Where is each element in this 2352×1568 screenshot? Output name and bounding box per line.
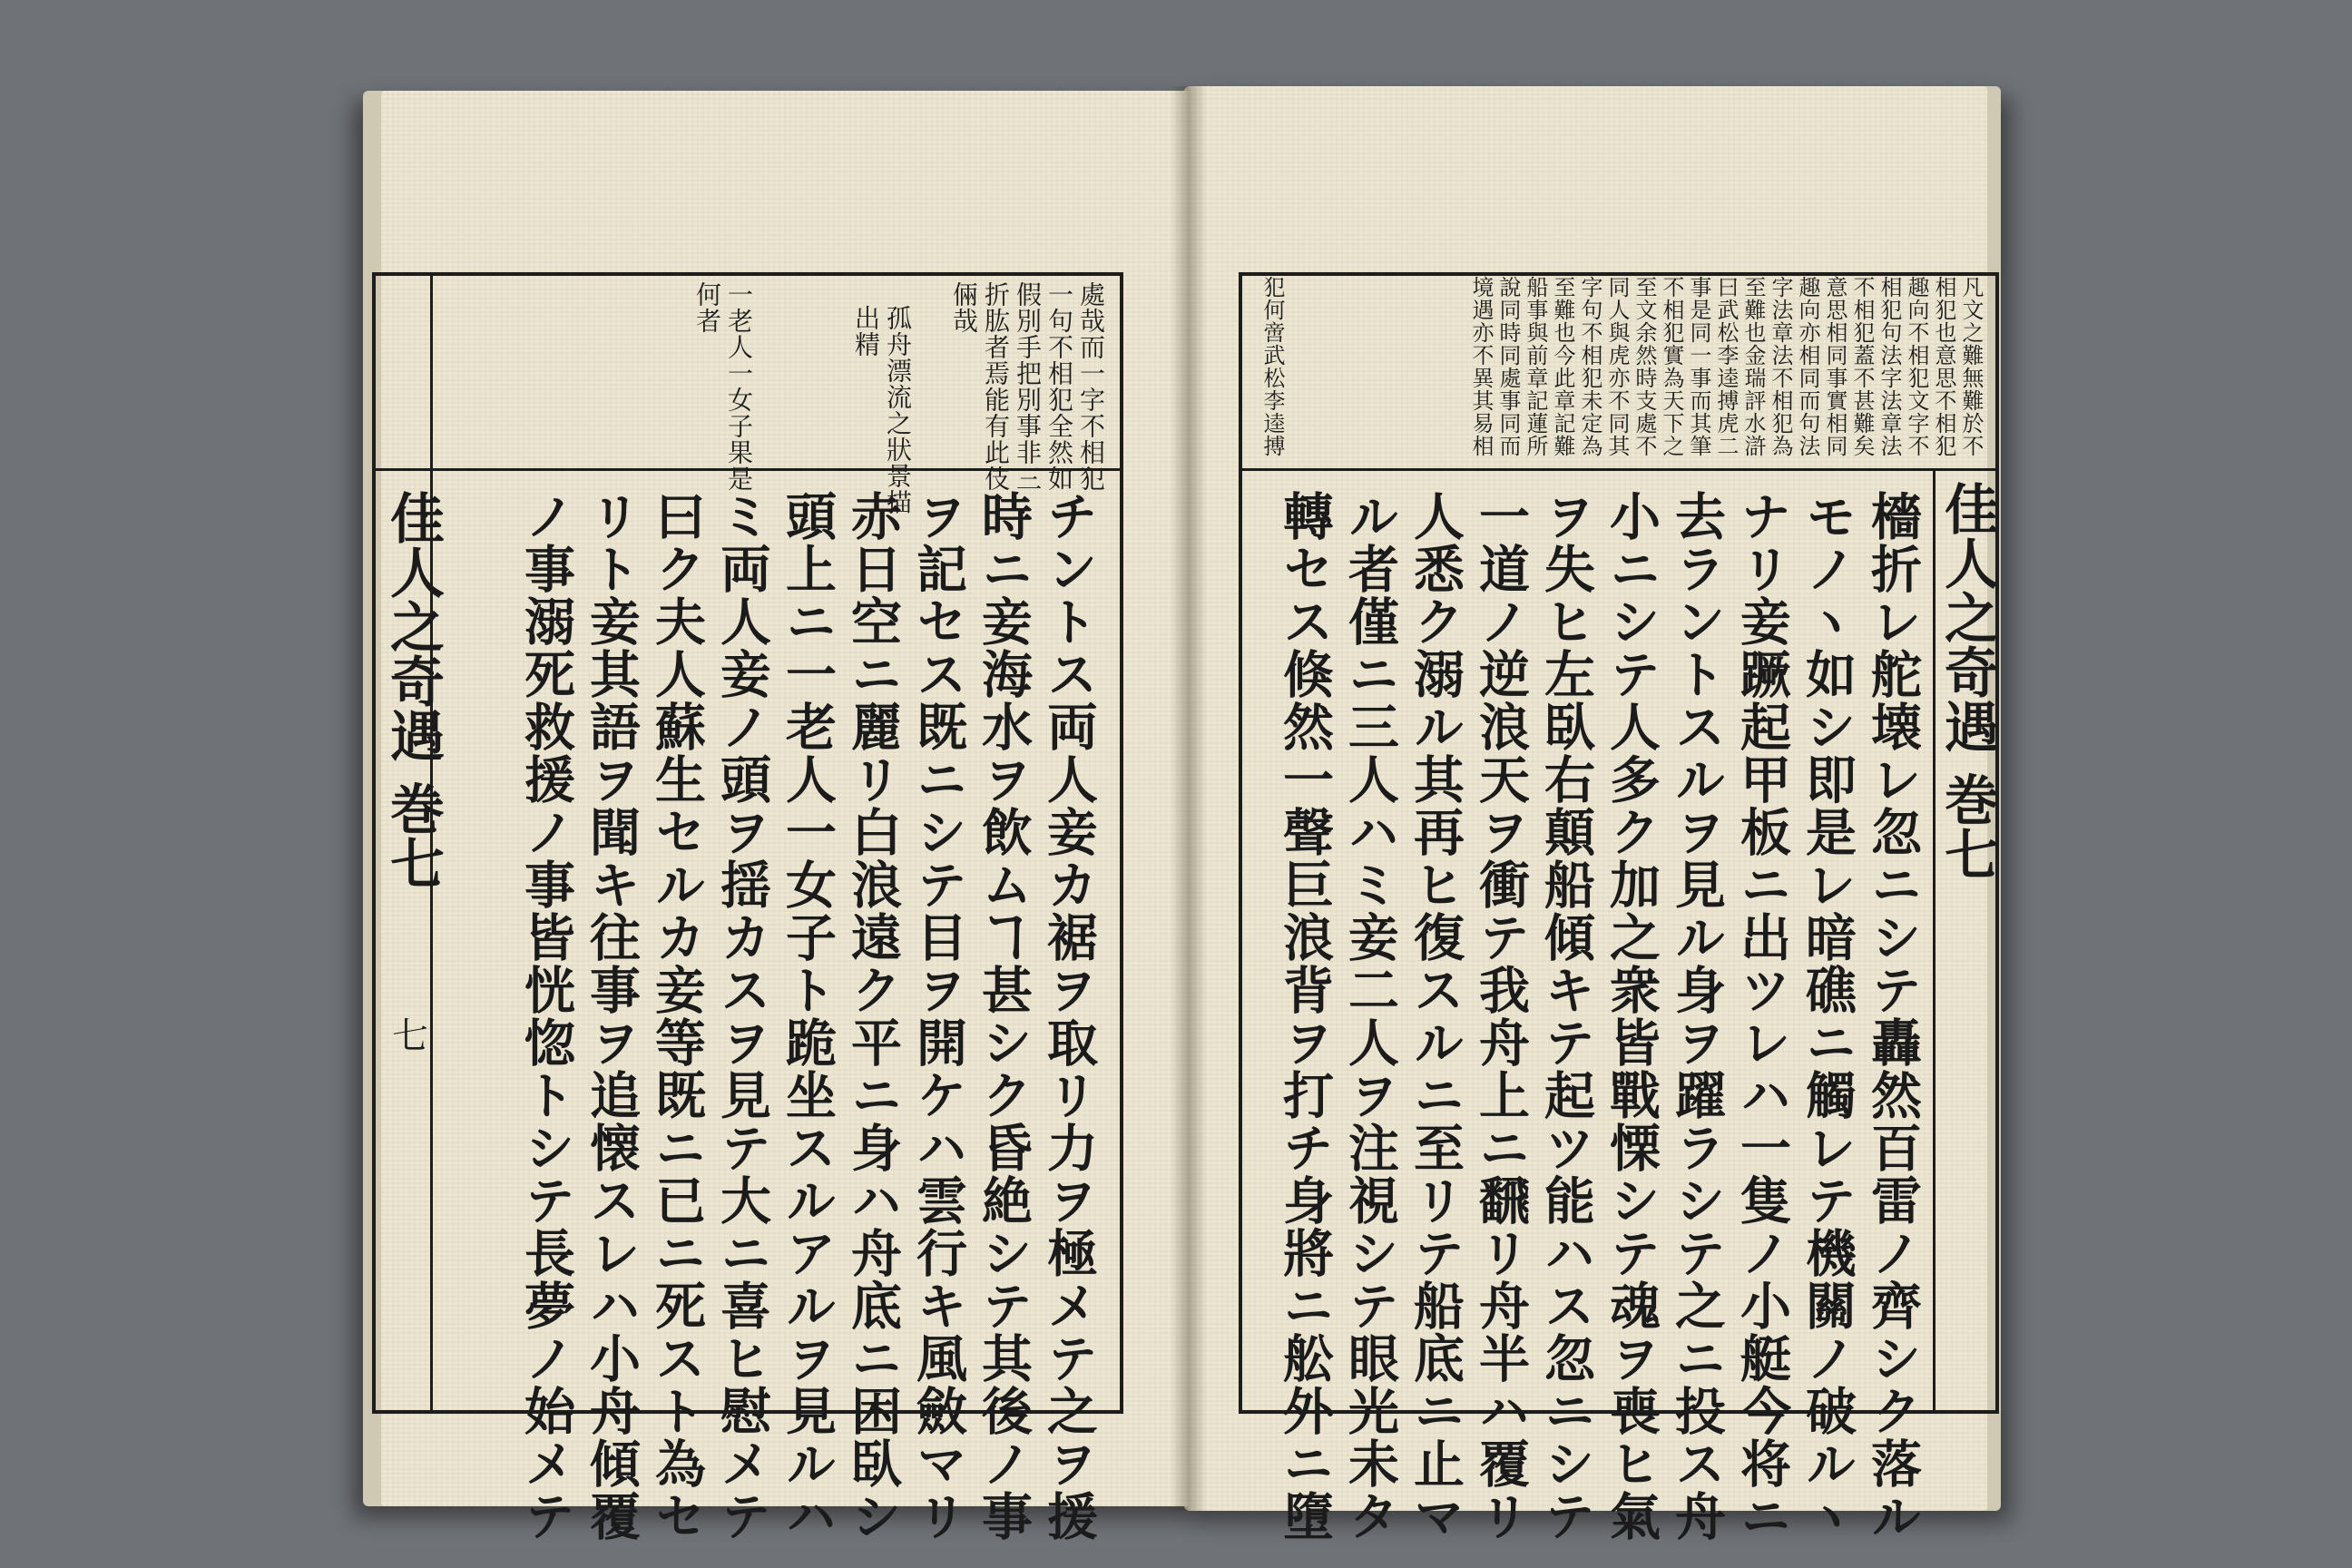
right-note-4: 相犯句法字法章法: [1877, 276, 1902, 457]
left-note-5: 倆哉: [949, 281, 979, 334]
left-note-8: 一老人一女子果是: [724, 281, 754, 492]
left-column-3: ヲ記セス既ニシテ目ヲ開ケハ雲行キ風斂マリ: [908, 490, 968, 1543]
left-note-7: 出精: [851, 305, 881, 358]
left-page-number: 七: [392, 1015, 428, 1057]
left-note-6: 孤舟漂流之狀景描: [883, 305, 913, 515]
left-column-8: リト妾其語ヲ聞キ往事ヲ追懐スレハ小舟傾覆: [582, 490, 642, 1543]
right-note-17: 船事與前章記蓮所: [1523, 276, 1548, 457]
right-note-9: 至難也金瑞評水滸: [1740, 276, 1766, 457]
right-note-16: 至難也今此章記難: [1550, 276, 1575, 457]
right-note-19: 境遇亦不異其易相: [1468, 276, 1494, 457]
right-note-15: 字句不相犯未定為: [1577, 276, 1602, 457]
right-note-10: 曰武松李逵搏虎二: [1713, 276, 1739, 457]
right-column-8: 人悉ク溺ル其再ヒ復スルニ至リテ船底ニ止マ: [1406, 490, 1465, 1543]
right-column-7: 一道ノ逆浪天ヲ衝テ我舟上ニ飜リ舟半ハ覆リ: [1471, 490, 1531, 1543]
left-column-6: ミ両人妾ノ頭ヲ揺カスヲ見テ大ニ喜ヒ慰メテ: [712, 490, 772, 1543]
right-column-6: ヲ失ヒ左臥右顛船傾キテ起ツ能ハス忽ニシテ: [1536, 490, 1596, 1543]
right-note-5: 不相犯蓋不甚難矣: [1849, 276, 1875, 457]
right-column-5: 小ニシテ人多ク加之衆皆戰慄シテ魂ヲ喪ヒ氣: [1602, 490, 1661, 1543]
right-column-4: 去ラントスルヲ見ル身ヲ躍ラシテ之ニ投ス舟: [1667, 490, 1727, 1543]
right-note-14: 同人與虎亦不同其: [1604, 276, 1630, 457]
left-note-9: 何者: [692, 281, 722, 334]
left-note-2: 一句不相犯全然如: [1044, 281, 1074, 492]
right-header-rule: [1239, 468, 1995, 471]
right-column-10: 轉セス倏然一聲巨浪背ヲ打チ身將ニ舩外ニ墮: [1275, 490, 1335, 1543]
right-note-11: 事是同一事而其筆: [1686, 276, 1711, 457]
book-gutter: [1171, 86, 1207, 1511]
right-column-2: モノヽ如シ即是レ暗礁ニ觸レテ機關ノ破ルヽ: [1798, 490, 1857, 1543]
left-column-9: ノ事溺死救援ノ事皆恍惚トシテ長夢ノ始メテ: [516, 490, 576, 1543]
left-running-title: 佳人之奇遇 巻七: [381, 490, 445, 890]
right-running-title: 佳人之奇遇 巻七: [1936, 481, 1999, 881]
left-column-7: 曰ク夫人蘇生セルカ妾等既ニ已ニ死スト為セ: [647, 490, 707, 1543]
right-note-20: 犯何啻武松李逵搏: [1259, 276, 1285, 457]
right-note-18: 說同時同處事同而: [1495, 276, 1521, 457]
right-column-1: 檣折レ舵壊レ忽ニシテ轟然百雷ノ齊シク落ル: [1863, 490, 1923, 1543]
left-note-4: 折肱者焉能有此伎: [981, 281, 1011, 492]
right-note-6: 意思相同事實相同: [1822, 276, 1847, 457]
left-column-2: 時ニ妾海水ヲ飲ムヿ甚シク昏絶シテ其後ノ事: [974, 490, 1034, 1543]
right-note-7: 趣向亦相同而句法: [1795, 276, 1820, 457]
right-note-13: 至文余然時支處不: [1632, 276, 1657, 457]
left-note-1: 處哉而一字不相犯: [1076, 281, 1106, 492]
right-column-3: ナリ妾蹶起甲板ニ出ツレハ一隻ノ小艇今将ニ: [1732, 490, 1792, 1543]
left-column-5: 頭上ニ一老人一女子ト跪坐スルアルヲ見ルハ: [778, 490, 838, 1543]
right-column-9: ル者僅ニ三人ハミ妾二人ヲ注視シテ眼光未タ: [1340, 490, 1400, 1543]
right-note-12: 不相犯實為天下之: [1659, 276, 1684, 457]
left-column-4: 赤日空ニ麗リ白浪遠ク平ニ身ハ舟底ニ困臥シ: [843, 490, 903, 1543]
left-column-1: チントス両人妾カ裾ヲ取リ力ヲ極メテ之ヲ援: [1039, 490, 1099, 1543]
right-note-8: 字法章法不相犯為: [1768, 276, 1793, 457]
left-note-3: 假別手把別事非三: [1013, 281, 1043, 492]
right-note-3: 趣向不相犯文字不: [1904, 276, 1929, 457]
right-note-2: 相犯也意思不相犯: [1931, 276, 1956, 457]
right-note-1: 凡文之難無難於不: [1958, 276, 1984, 457]
